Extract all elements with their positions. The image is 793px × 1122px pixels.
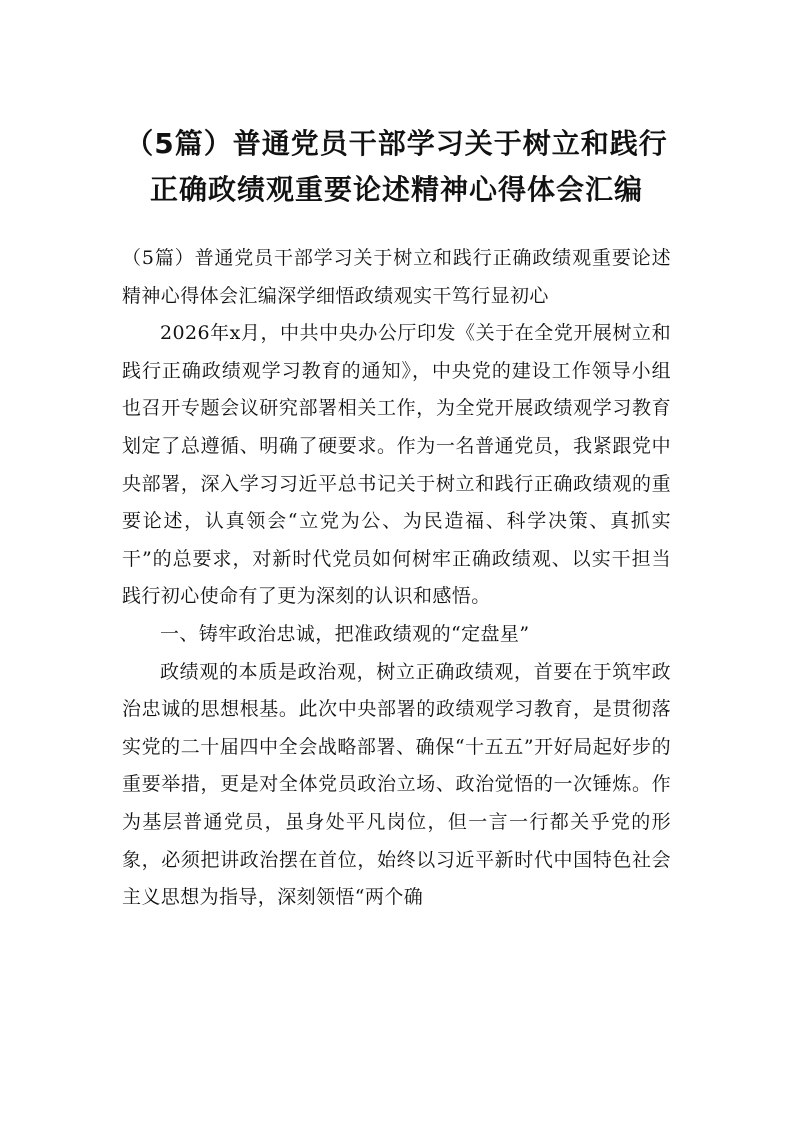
- body-paragraph-1: 2026年x月，中共中央办公厅印发《关于在全党开展树立和践行正确政绩观学习教育的通知》，中央党的建设工作领导小组也召开专题会议研究部署相关工作，为全党开展政绩观学习教育划定了总遵循、明确了硬要求。作为一名普通党员，我紧跟党中央部署，深入学习习近平总书记关于树立和践行正确政绩观的重要论述，认真领会“立党为公、为民造福、科学决策、真抓实干”的总要求，对新时代党员如何树牢正确政绩观、以实干担当践行初心使命有了更为深刻的认识和感悟。: [122, 322, 671, 608]
- document-body: [122, 240, 671, 917]
- body-paragraph-2: 政绩观的本质是政治观，树立正确政绩观，首要在于筑牢政治忠诚的思想根基。此次中央部署的政绩观学习教育，是贯彻落实党的二十届四中全会战略部署、确保“十五五”开好局起好步的重要举措，更是对全体党员政治立场、政治觉悟的一次锤炼。作为基层普通党员，虽身处平凡岗位，但一言一行都关乎党的形象，必须把讲政治摆在首位，始终以习近平新时代中国特色社会主义思想为指导，深刻领悟“两个确: [122, 660, 671, 909]
- title-line-1: （5篇）普通党员干部学习关于树立和践行: [125, 127, 668, 160]
- section-heading-1: 一、铸牢政治忠诚，把准政绩观的“定盘星”: [160, 622, 530, 645]
- document-title: [122, 121, 671, 213]
- title-line-2: 正确政绩观重要论述精神心得体会汇编: [149, 173, 643, 206]
- lead-paragraph: （5篇）普通党员干部学习关于树立和践行正确政绩观重要论述精神心得体会汇编深学细悟政绩观实干笃行显初心: [122, 247, 671, 307]
